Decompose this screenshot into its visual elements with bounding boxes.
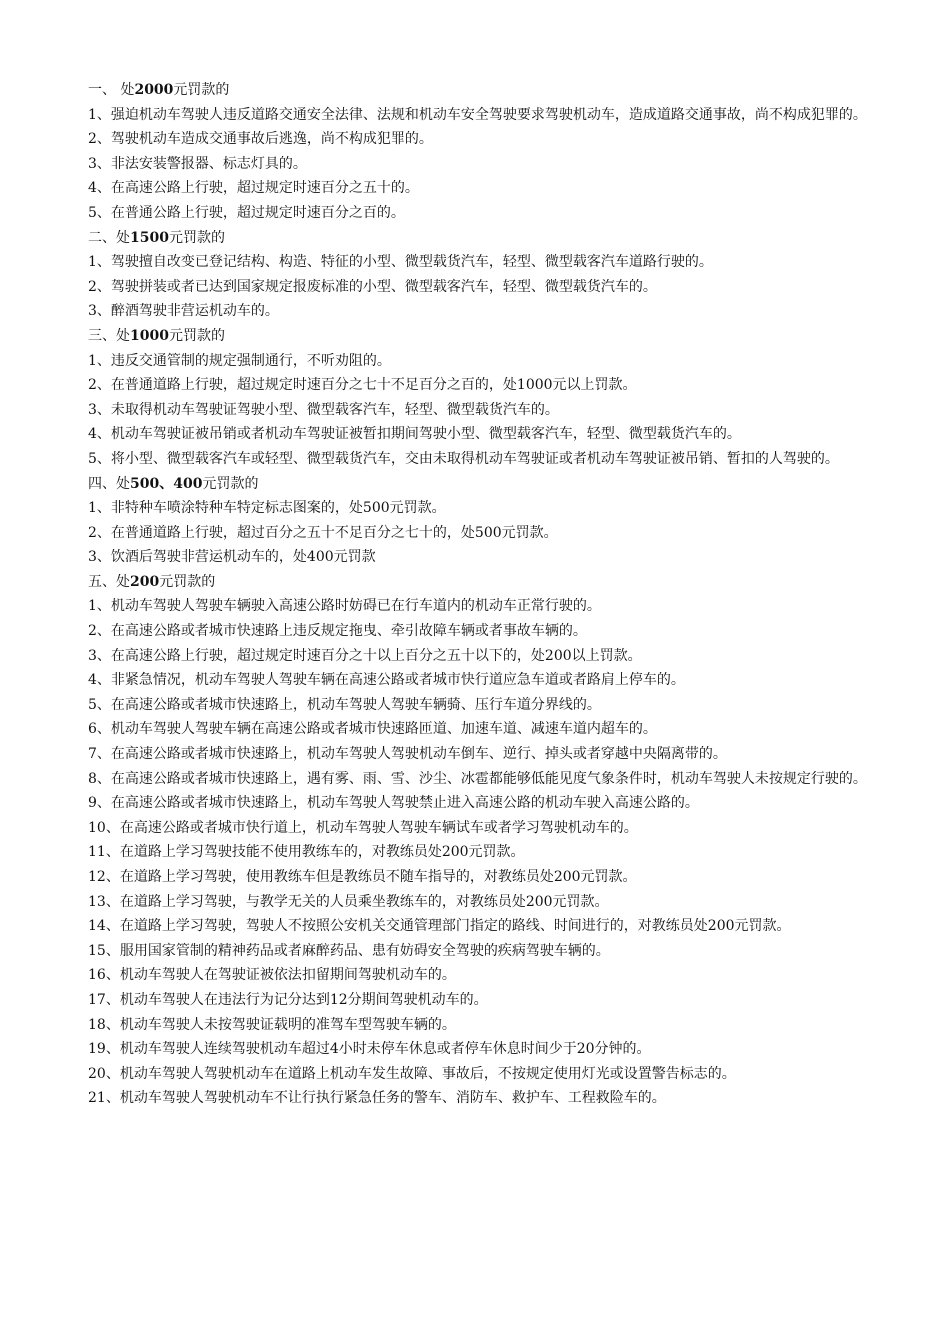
list-item: 4、非紧急情况，机动车驾驶人驾驶车辆在高速公路或者城市快行道应急车道或者路肩上停车的。 bbox=[88, 672, 685, 689]
section-heading-amount: 2000 bbox=[134, 82, 174, 98]
list-item: 3、饮酒后驾驶非营运机动车的，处400元罚款 bbox=[88, 549, 376, 566]
list-item: 17、机动车驾驶人在违法行为记分达到12分期间驾驶机动车的。 bbox=[88, 991, 488, 1008]
section-heading-amount: 1000 bbox=[130, 327, 169, 344]
fine-section bbox=[88, 472, 898, 570]
list-item: 11、在道路上学习驾驶技能不使用教练车的，对教练员处200元罚款。 bbox=[88, 844, 525, 861]
section-heading-amount: 500、400 bbox=[130, 475, 203, 492]
fine-section bbox=[88, 570, 898, 1111]
section-heading-amount: 1500 bbox=[130, 229, 169, 246]
section-heading bbox=[88, 226, 898, 251]
list-item: 18、机动车驾驶人未按驾驶证载明的准驾车型驾驶车辆的。 bbox=[88, 1016, 456, 1033]
list-item: 4、机动车驾驶证被吊销或者机动车驾驶证被暂扣期间驾驶小型、微型载客汽车，轻型、微型载货汽车的。 bbox=[88, 426, 741, 443]
section-heading-suffix: 元罚款的 bbox=[173, 82, 230, 98]
section-heading bbox=[88, 324, 898, 349]
list-item: 20、机动车驾驶人驾驶机动车在道路上机动车发生故障、事故后，不按规定使用灯光或设置警告标志的。 bbox=[88, 1065, 736, 1082]
list-item: 1、机动车驾驶人驾驶车辆驶入高速公路时妨碍已在行车道内的机动车正常行驶的。 bbox=[88, 598, 601, 615]
list-item: 3、醉酒驾驶非营运机动车的。 bbox=[88, 303, 279, 320]
section-heading-prefix: 一、 处 bbox=[88, 82, 135, 98]
list-item: 16、机动车驾驶人在驾驶证被依法扣留期间驾驶机动车的。 bbox=[88, 967, 456, 984]
list-item: 21、机动车驾驶人驾驶机动车不让行执行紧急任务的警车、消防车、救护车、工程救险车的。 bbox=[88, 1090, 666, 1107]
list-item: 3、未取得机动车驾驶证驾驶小型、微型载客汽车，轻型、微型载货汽车的。 bbox=[88, 401, 559, 418]
list-item: 5、在高速公路或者城市快速路上，机动车驾驶人驾驶车辆骑、压行车道分界线的。 bbox=[88, 696, 601, 713]
fine-section bbox=[88, 78, 898, 226]
section-heading bbox=[88, 570, 898, 595]
list-item: 1、非特种车喷涂特种车特定标志图案的，处500元罚款。 bbox=[88, 500, 446, 517]
fine-section bbox=[88, 324, 898, 472]
section-heading-suffix: 元罚款的 bbox=[168, 327, 225, 344]
list-item: 3、非法安装警报器、标志灯具的。 bbox=[88, 155, 307, 172]
list-item: 12、在道路上学习驾驶，使用教练车但是教练员不随车指导的，对教练员处200元罚款。 bbox=[88, 869, 637, 885]
list-item: 8、在高速公路或者城市快速路上，遇有雾、雨、雪、沙尘、冰雹都能够低能见度气象条件时，机动车驾驶人未按规定行驶的。 bbox=[88, 770, 867, 787]
list-item: 2、驾驶机动车造成交通事故后逃逸，尚不构成犯罪的。 bbox=[88, 131, 433, 148]
list-item: 1、驾驶擅自改变已登记结构、构造、特征的小型、微型载货汽车，轻型、微型载客汽车道路行驶的。 bbox=[88, 254, 713, 271]
list-item: 6、机动车驾驶人驾驶车辆在高速公路或者城市快速路匝道、加速车道、减速车道内超车的。 bbox=[88, 721, 657, 738]
section-heading bbox=[88, 472, 898, 497]
list-item: 5、将小型、微型载客汽车或轻型、微型载货汽车，交由未取得机动车驾驶证或者机动车驾驶证被吊销、暂扣的人驾驶的。 bbox=[88, 450, 839, 467]
list-item: 19、机动车驾驶人连续驾驶机动车超过4小时未停车休息或者停车休息时间少于20分钟的。 bbox=[88, 1041, 651, 1058]
list-item: 2、在普通道路上行驶，超过规定时速百分之七十不足百分之百的，处1000元以上罚款。 bbox=[88, 377, 637, 394]
section-heading-prefix: 四、处 bbox=[88, 475, 130, 492]
list-item: 13、在道路上学习驾驶，与教学无关的人员乘坐教练车的，对教练员处200元罚款。 bbox=[88, 893, 609, 910]
list-item: 9、在高速公路或者城市快速路上，机动车驾驶人驾驶禁止进入高速公路的机动车驶入高速公路的。 bbox=[88, 795, 699, 812]
fine-section bbox=[88, 226, 898, 324]
document-body bbox=[88, 78, 898, 1111]
list-item: 2、在高速公路或者城市快速路上违反规定拖曳、牵引故障车辆或者事故车辆的。 bbox=[88, 623, 587, 640]
list-item: 14、在道路上学习驾驶，驾驶人不按照公安机关交通管理部门指定的路线、时间进行的，对教练员处200元罚款。 bbox=[88, 918, 791, 935]
list-item: 2、驾驶拼装或者已达到国家规定报废标准的小型、微型载客汽车，轻型、微型载货汽车的。 bbox=[88, 278, 657, 295]
list-item: 10、在高速公路或者城市快行道上，机动车驾驶人驾驶车辆试车或者学习驾驶机动车的。 bbox=[88, 819, 638, 836]
list-item: 1、违反交通管制的规定强制通行，不听劝阻的。 bbox=[88, 352, 391, 369]
section-heading-prefix: 五、处 bbox=[88, 573, 130, 590]
section-heading-suffix: 元罚款的 bbox=[159, 573, 216, 590]
list-item: 1、强迫机动车驾驶人违反道路交通安全法律、法规和机动车安全驾驶要求驾驶机动车，造成道路交通事故，尚不构成犯罪的。 bbox=[88, 106, 867, 123]
section-heading-amount: 200 bbox=[130, 573, 160, 590]
section-heading bbox=[88, 78, 898, 103]
list-item: 5、在普通公路上行驶，超过规定时速百分之百的。 bbox=[88, 204, 405, 221]
section-heading-suffix: 元罚款的 bbox=[202, 475, 259, 492]
section-heading-prefix: 三、处 bbox=[88, 327, 130, 344]
list-item: 7、在高速公路或者城市快速路上，机动车驾驶人驾驶机动车倒车、逆行、掉头或者穿越中央隔离带的。 bbox=[88, 746, 727, 763]
list-item: 15、服用国家管制的精神药品或者麻醉药品、患有妨碍安全驾驶的疾病驾驶车辆的。 bbox=[88, 942, 610, 959]
list-item: 4、在高速公路上行驶，超过规定时速百分之五十的。 bbox=[88, 180, 419, 197]
list-item: 3、在高速公路上行驶，超过规定时速百分之十以上百分之五十以下的，处200以上罚款。 bbox=[88, 647, 642, 664]
section-heading-suffix: 元罚款的 bbox=[168, 229, 225, 246]
list-item: 2、在普通道路上行驶，超过百分之五十不足百分之七十的，处500元罚款。 bbox=[88, 524, 558, 541]
section-heading-prefix: 二、处 bbox=[88, 229, 130, 246]
